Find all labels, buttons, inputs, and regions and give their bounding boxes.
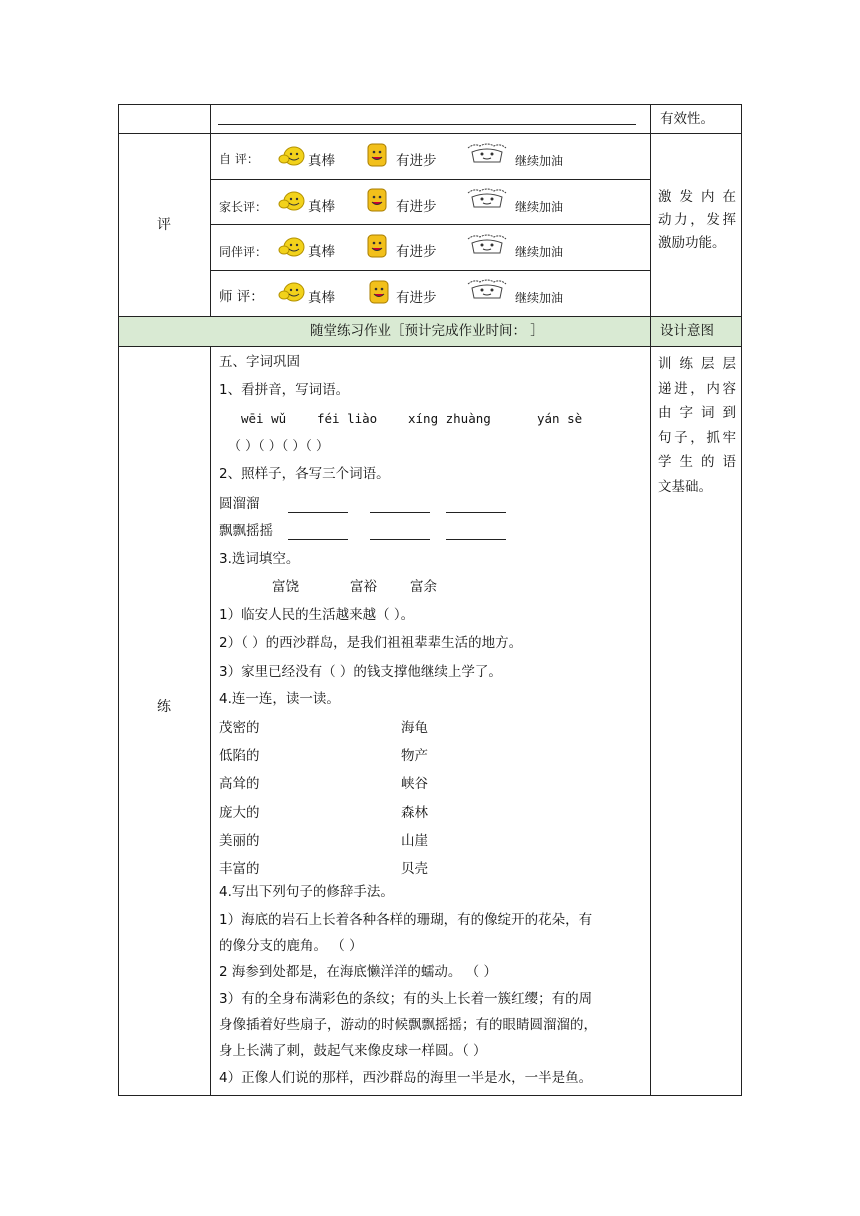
eval-who: 同伴评：: [219, 245, 268, 259]
thumbs-smile-icon: [278, 191, 306, 211]
design-line: 动力，发挥: [658, 212, 736, 228]
design-line: 文基础。: [658, 478, 712, 495]
match-left: 茂密的: [219, 720, 260, 736]
match-left: 高耸的: [219, 776, 260, 792]
keep-going-label: 继续加油: [515, 291, 564, 305]
eval-who: 自 评：: [219, 152, 259, 166]
q4-title: 4.连一连，读一读。: [219, 691, 340, 707]
progress-label: 有进步: [396, 153, 437, 169]
answer-line: [218, 124, 636, 125]
eval-who: 家长评：: [219, 200, 268, 214]
q5-line: 4）正像人们说的那样，西沙群岛的海里一半是水，一半是鱼。: [219, 1070, 593, 1086]
thumbs-smile-icon: [278, 237, 306, 257]
match-left: 庞大的: [219, 805, 260, 821]
great-label: 真棒: [308, 199, 335, 215]
design-line: 学生的语: [658, 454, 736, 470]
q5-title: 4.写出下列句子的修辞手法。: [219, 884, 394, 900]
q2-example-2: 飘飘摇摇: [219, 523, 273, 539]
match-right: 物产: [401, 748, 428, 764]
great-label: 真棒: [308, 290, 335, 306]
design-line: 由字词到: [658, 405, 736, 421]
row-line-1: [118, 133, 742, 134]
blank-line: [370, 539, 430, 540]
q3-title: 3.选词填空。: [219, 551, 300, 567]
q3-item: 1）临安人民的生活越来越（ ）。: [219, 607, 415, 623]
q3-item: 2）（ ）的西沙群岛，是我们祖祖辈辈生活的地方。: [219, 635, 523, 651]
practice-design-intent: [658, 352, 736, 499]
keep-going-label: 继续加油: [515, 200, 564, 214]
match-right: 海龟: [401, 720, 428, 736]
pinyin-1: wēi wǔ: [241, 411, 287, 426]
header-divider: [650, 316, 651, 346]
design-line: 激发内在: [658, 189, 736, 205]
great-label: 真棒: [308, 244, 335, 260]
progress-label: 有进步: [396, 290, 437, 306]
col-divider-1b: [210, 346, 211, 1096]
match-right: 峡谷: [401, 776, 428, 792]
thumbs-smile-icon: [278, 146, 306, 166]
q3-option: 富余: [410, 579, 437, 595]
cartoon-face-icon: [466, 187, 508, 209]
smiley-icon: [367, 188, 387, 212]
q3-option: 富裕: [350, 579, 377, 595]
keep-going-label: 继续加油: [515, 154, 564, 168]
q5-line: 3）有的全身布满彩色的条纹；有的头上长着一簇红缨；有的周: [219, 991, 593, 1007]
practice-label: 练: [157, 699, 171, 715]
design-line: 训练层层: [658, 356, 736, 372]
row-line-2: [118, 316, 742, 317]
keep-going-label: 继续加油: [515, 245, 564, 259]
row-line-3: [118, 346, 742, 347]
match-right: 山崖: [401, 833, 428, 849]
match-right: 森林: [401, 805, 428, 821]
cartoon-face-icon: [466, 278, 508, 300]
match-left: 丰富的: [219, 861, 260, 877]
q1-title: 1、看拼音，写词语。: [219, 382, 350, 398]
homework-title: 随堂练习作业［预计完成作业时间： ］: [310, 323, 544, 339]
blank-line: [446, 539, 506, 540]
match-left: 美丽的: [219, 833, 260, 849]
q3-option: 富饶: [272, 579, 299, 595]
blank-line: [446, 512, 506, 513]
col-divider-2: [650, 104, 651, 1096]
q3-item: 3）家里已经没有（ ）的钱支撑他继续上学了。: [219, 664, 502, 680]
pinyin-2: féi liào: [317, 411, 378, 426]
pinyin-4: yán sè: [537, 411, 583, 426]
match-right: 贝壳: [401, 861, 428, 877]
col-divider-1: [210, 104, 211, 316]
cartoon-face-icon: [466, 142, 508, 164]
cartoon-face-icon: [466, 233, 508, 255]
thumbs-smile-icon: [278, 282, 306, 302]
q5-line: 1）海底的岩石上长着各种各样的珊瑚，有的像绽开的花朵，有: [219, 912, 593, 928]
great-label: 真棒: [308, 153, 335, 169]
q5-line: 的像分支的鹿角。 （ ）: [219, 938, 363, 954]
design-intent-header: 设计意图: [660, 323, 714, 339]
progress-label: 有进步: [396, 244, 437, 260]
q2-title: 2、照样子，各写三个词语。: [219, 466, 390, 482]
blank-line: [370, 512, 430, 513]
q5-line: 2 海参到处都是，在海底懒洋洋的蠕动。 （ ）: [219, 964, 497, 980]
section-heading: 五、字词巩固: [219, 354, 300, 370]
design-line: 递进，内容: [658, 380, 736, 397]
smiley-icon: [367, 143, 387, 167]
design-line: 激励功能。: [658, 235, 726, 251]
progress-label: 有进步: [396, 199, 437, 215]
eval-row-line-3: [210, 270, 650, 271]
blank-line: [288, 512, 348, 513]
smiley-icon: [367, 234, 387, 258]
q5-line: 身像插着好些扇子，游动的时候飘飘摇摇；有的眼睛圆溜溜的，: [219, 1017, 597, 1033]
q2-example-1: 圆溜溜: [219, 496, 260, 512]
design-line: 句子，抓牢: [658, 429, 736, 446]
eval-label: 评: [157, 217, 171, 233]
q1-answer-brackets: （ ）（ ）（ ）（ ）: [228, 439, 330, 454]
blank-line: [288, 539, 348, 540]
smiley-icon: [369, 280, 389, 304]
pinyin-3: xíng zhuàng: [408, 411, 491, 426]
q5-line: 身上长满了刺，鼓起气来像皮球一样圆。（ ）: [219, 1043, 487, 1059]
eval-design-intent: [658, 186, 736, 255]
top-row-design-text: 有效性。: [660, 111, 714, 127]
match-left: 低陷的: [219, 748, 260, 764]
eval-row-line-2: [210, 224, 650, 225]
eval-row-line-1: [210, 179, 650, 180]
eval-who: 师 评：: [219, 289, 264, 305]
